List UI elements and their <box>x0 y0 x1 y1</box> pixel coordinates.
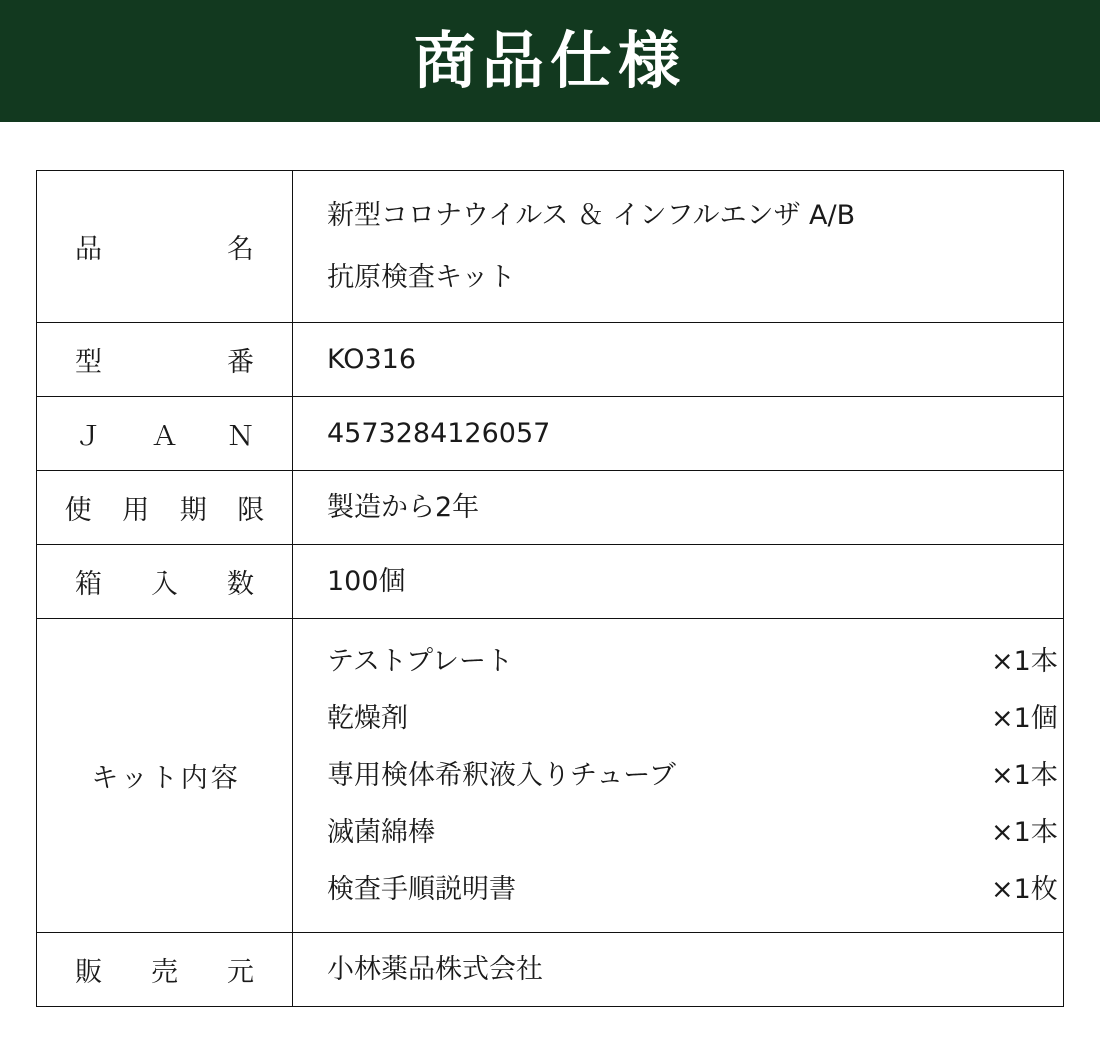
table-row-box-quantity <box>37 545 1064 619</box>
row-label-seller: 販 売 元 <box>37 933 293 1007</box>
kit-item-name: 検査手順説明書 <box>327 874 516 905</box>
kit-item-name: 乾燥剤 <box>327 703 408 734</box>
kit-contents-list <box>327 633 1063 918</box>
product-name-line-1: 新型コロナウイルス ＆ インフルエンザ A/B <box>327 199 856 231</box>
row-value-box-quantity: 100個 <box>293 545 1064 619</box>
row-value-jan: 4573284126057 <box>293 397 1064 471</box>
row-label-box-quantity: 箱 入 数 <box>37 545 293 619</box>
list-item <box>327 633 1063 690</box>
row-label-expiry: 使 用 期 限 <box>37 471 293 545</box>
list-item <box>327 804 1063 861</box>
list-item <box>327 747 1063 804</box>
row-value-expiry: 製造から2年 <box>293 471 1064 545</box>
page-title: 商品仕様 <box>413 24 686 97</box>
product-name-line-2: 抗原検査キット <box>327 261 516 293</box>
row-label-jan: Ｊ Ａ Ｎ <box>37 397 293 471</box>
kit-item-name: 専用検体希釈液入りチューブ <box>327 760 676 791</box>
kit-item-name: 滅菌綿棒 <box>327 817 435 848</box>
kit-item-qty: ×1個 <box>991 703 1058 734</box>
table-row-model-number <box>37 323 1064 397</box>
table-row-seller <box>37 933 1064 1007</box>
row-label-product-name: 品 名 <box>37 171 293 323</box>
table-row-kit-contents <box>37 619 1064 933</box>
table-row-product-name <box>37 171 1064 323</box>
table-row-jan <box>37 397 1064 471</box>
table-row-expiry <box>37 471 1064 545</box>
kit-item-qty: ×1枚 <box>991 874 1058 905</box>
row-label-model-number: 型 番 <box>37 323 293 397</box>
kit-item-qty: ×1本 <box>991 817 1058 848</box>
row-label-kit-contents: キット内容 <box>37 619 293 933</box>
spec-table <box>36 170 1064 1007</box>
spec-table-container <box>0 122 1100 1007</box>
row-value-product-name <box>293 171 1064 323</box>
kit-item-qty: ×1本 <box>991 646 1058 677</box>
header-banner <box>0 0 1100 122</box>
row-value-seller: 小林薬品株式会社 <box>293 933 1064 1007</box>
row-value-model-number: KO316 <box>293 323 1064 397</box>
kit-item-name: テストプレート <box>327 646 514 677</box>
list-item <box>327 861 1063 918</box>
row-value-kit-contents <box>293 619 1064 933</box>
kit-item-qty: ×1本 <box>991 760 1058 791</box>
list-item <box>327 690 1063 747</box>
